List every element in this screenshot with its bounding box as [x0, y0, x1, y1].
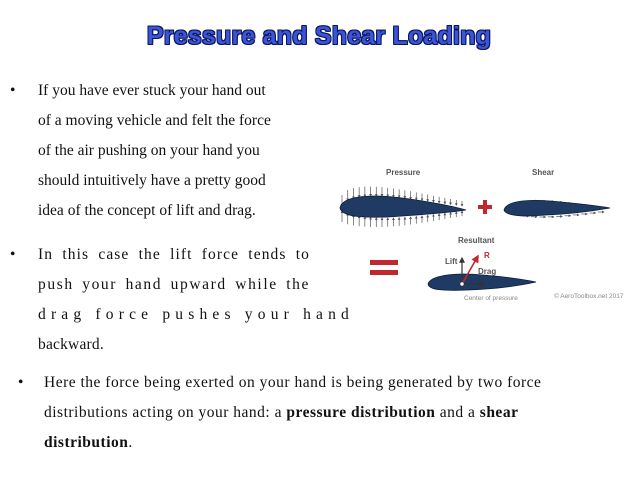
bullet-marker: • [10, 82, 16, 99]
pressure-shear-figure [318, 160, 636, 310]
pressure-shear-diagram [318, 160, 636, 310]
bullet-2-line: backward. [38, 336, 104, 353]
bullet-1-line: of the air pushing on your hand you [38, 142, 260, 159]
bullet-3-line-3 [44, 428, 618, 458]
pressure-label: Pressure [386, 168, 421, 177]
copyright-text: © AeroToolbox.net 2017 [554, 293, 624, 300]
resultant-airfoil [428, 274, 536, 290]
drag-label: Drag [478, 267, 497, 276]
bullet-3-text [44, 368, 618, 458]
shear-airfoil [504, 200, 610, 216]
plus-operator [478, 200, 492, 214]
bullet-1-line: If you have ever stuck your hand out [38, 82, 266, 99]
lift-label: Lift [445, 257, 458, 266]
bullet-3-line-2-prefix: distributions acting on your hand: a [44, 404, 287, 421]
bullet-3-line-1: Here the force being exerted on your hand is being generated by two force [44, 374, 542, 391]
bullet-2 [10, 240, 355, 362]
bullet-1-line: idea of the concept of lift and drag. [38, 202, 256, 219]
bullet-3 [18, 368, 618, 458]
bullet-3-line-3-suffix: . [128, 434, 133, 451]
bullet-2-line: In this case the lift force tends to [38, 246, 310, 263]
bullet-1-line: of a moving vehicle and felt the force [38, 112, 271, 129]
shear-label: Shear [532, 168, 555, 177]
center-of-pressure-label: Center of pressure [464, 295, 518, 302]
bullet-2-line: push your hand upward while the [38, 276, 310, 293]
r-label: R [484, 251, 490, 260]
equals-operator [370, 260, 398, 275]
pressure-distribution-term: pressure distribution [286, 404, 436, 421]
bullet-3-line-2-mid: and a [435, 404, 480, 421]
bullet-2-text [38, 240, 355, 360]
bullet-2-line: drag force pushes your hand [38, 306, 355, 323]
pressure-airfoil [340, 196, 466, 217]
bullet-1 [10, 76, 310, 226]
distribution-term: distribution [44, 434, 129, 451]
resultant-label: Resultant [458, 236, 495, 245]
bullet-3-line-2 [44, 398, 618, 428]
bullet-1-line: should intuitively have a pretty good [38, 172, 266, 189]
bullet-marker: • [18, 374, 24, 391]
shear-term: shear [479, 404, 519, 421]
bullet-1-text [38, 76, 310, 226]
slide-title: Pressure and Shear Loading [146, 22, 492, 50]
center-of-pressure-dot [460, 282, 464, 286]
bullet-marker: • [10, 246, 16, 263]
